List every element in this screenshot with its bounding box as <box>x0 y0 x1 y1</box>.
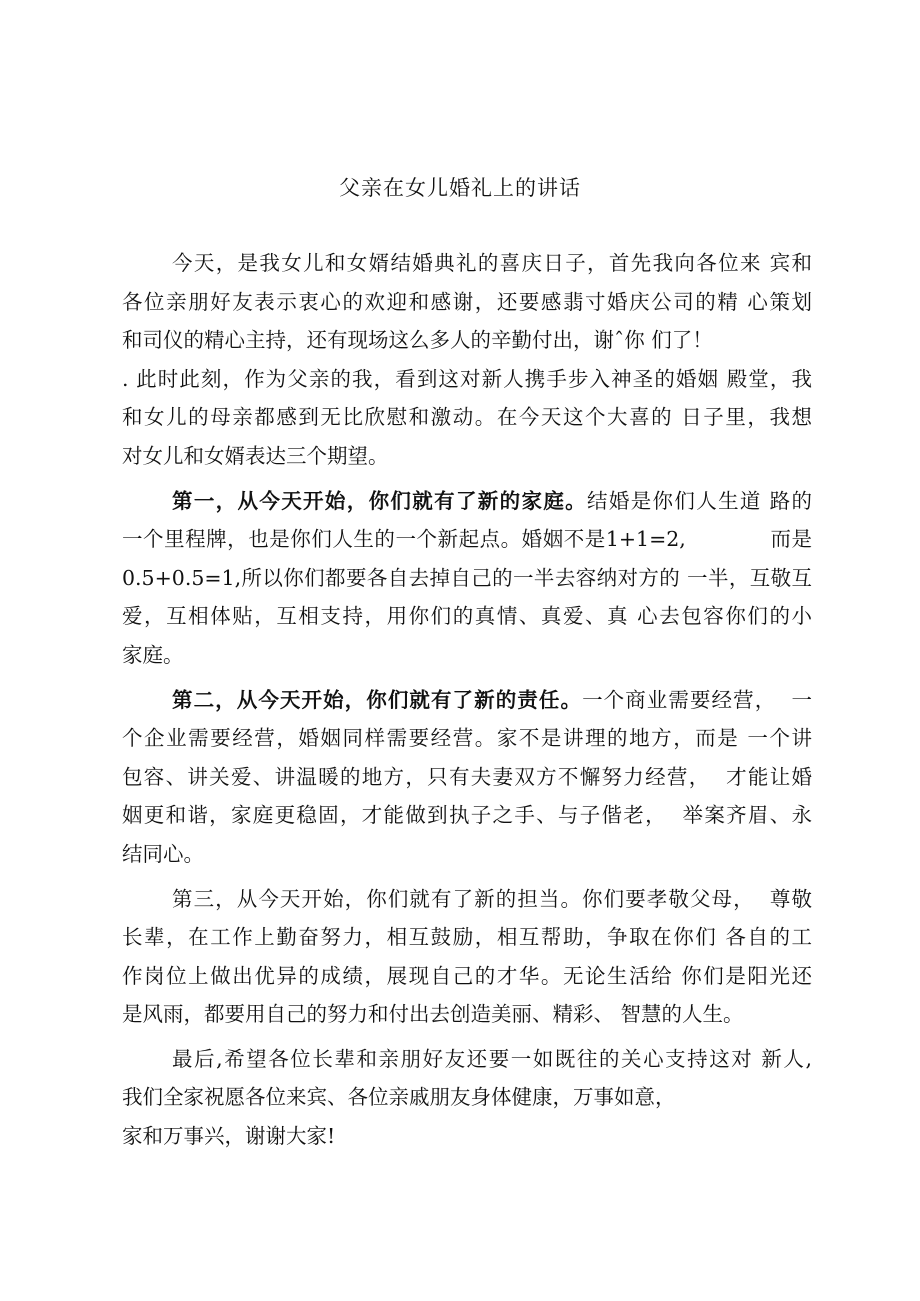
paragraph-line: 各位亲朋好友表示衷心的欢迎和感谢，还要感翡寸婚庆公司的精 心策划 <box>122 289 812 314</box>
paragraph-heading: 第二，从今天开始，你们就有了新的责任。 <box>172 687 583 712</box>
paragraph-line: 包容、讲关爱、讲温暖的地方，只有夫妻双方不懈努力经营， 才能让婚 <box>122 764 812 789</box>
paragraph-line: 第三，从今天开始，你们就有了新的担当。你们要孝敬父母， 尊敬 <box>172 886 812 911</box>
paragraph-line: 家和万事兴，谢谢大家! <box>122 1124 336 1149</box>
paragraph-line: 姻更和谐，家庭更稳固，才能做到执子之手、与子偕老， 举案齐眉、永 <box>122 803 812 828</box>
paragraph-line: 作岗位上做出优异的成绩，展现自己的才华。无论生活给 你们是阳光还 <box>122 963 812 988</box>
document-title: 父亲在女儿婚礼上的讲话 <box>339 176 581 200</box>
paragraph-line: 长辈，在工作上勤奋努力，相互鼓励，相互帮助，争取在你们 各自的工 <box>122 925 812 950</box>
paragraph-heading: 第一，从今天开始，你们就有了新的家庭。 <box>172 488 588 513</box>
paragraph-line: 家庭。 <box>122 642 184 667</box>
paragraph-expectations <box>122 360 812 476</box>
paragraph-first-wish <box>122 482 812 675</box>
paragraph-line: 结同心。 <box>122 841 204 866</box>
paragraph-line: 是风雨，都要用自己的努力和付出去创造美丽、精彩、 智慧的人生。 <box>122 1002 744 1027</box>
paragraph-line: 0.5+0.5=1,所以你们都要各自去掉自己的一半去容纳对方的 一半，互敬互 <box>122 565 812 590</box>
paragraph-line: 对女儿和女婿表达三个期望。 <box>122 443 389 468</box>
paragraph-line: . 此时此刻，作为父亲的我，看到这对新人携手步入神圣的婚姻 殿堂，我 <box>122 366 812 391</box>
paragraph-line: 一个里程牌，也是你们人生的一个新起点。婚姻不是1+1=2, 而是 <box>122 527 812 552</box>
paragraph-line: 个企业需要经营，婚姻同样需要经营。家不是讲理的地方，而是 一个讲 <box>122 726 812 751</box>
paragraph-line: 我们全家祝愿各位来宾、各位亲戚朋友身体健康，万事如意， <box>122 1085 676 1110</box>
document-body <box>122 244 812 1156</box>
paragraph-text: 结婚是你们人生道 路的 <box>587 488 812 513</box>
paragraph-line <box>122 681 812 720</box>
paragraph-line: 和司仪的精心主持，还有现场这么多人的辛勤付出，谢ˆ你 们了！ <box>122 328 713 353</box>
paragraph-line: 今天，是我女儿和女婿结婚典礼的喜庆日子，首先我向各位来 宾和 <box>172 251 812 275</box>
paragraph-closing <box>122 1040 812 1156</box>
paragraph-line: 最后,希望各位长辈和亲朋好友还要一如既往的关心支持这对 新人, <box>172 1046 812 1071</box>
paragraph-second-wish <box>122 681 812 874</box>
paragraph-welcome <box>122 244 812 360</box>
paragraph-line: 爱，互相体贴，互相支持，用你们的真情、真爱、真 心去包容你们的小 <box>122 604 812 629</box>
paragraph-line <box>122 482 812 521</box>
paragraph-line: 和女儿的母亲都感到无比欣慰和激动。在今天这个大喜的 日子里，我想 <box>122 405 812 430</box>
paragraph-text: 一个商业需要经营， 一 <box>582 687 812 712</box>
paragraph-third-wish <box>122 880 812 1034</box>
